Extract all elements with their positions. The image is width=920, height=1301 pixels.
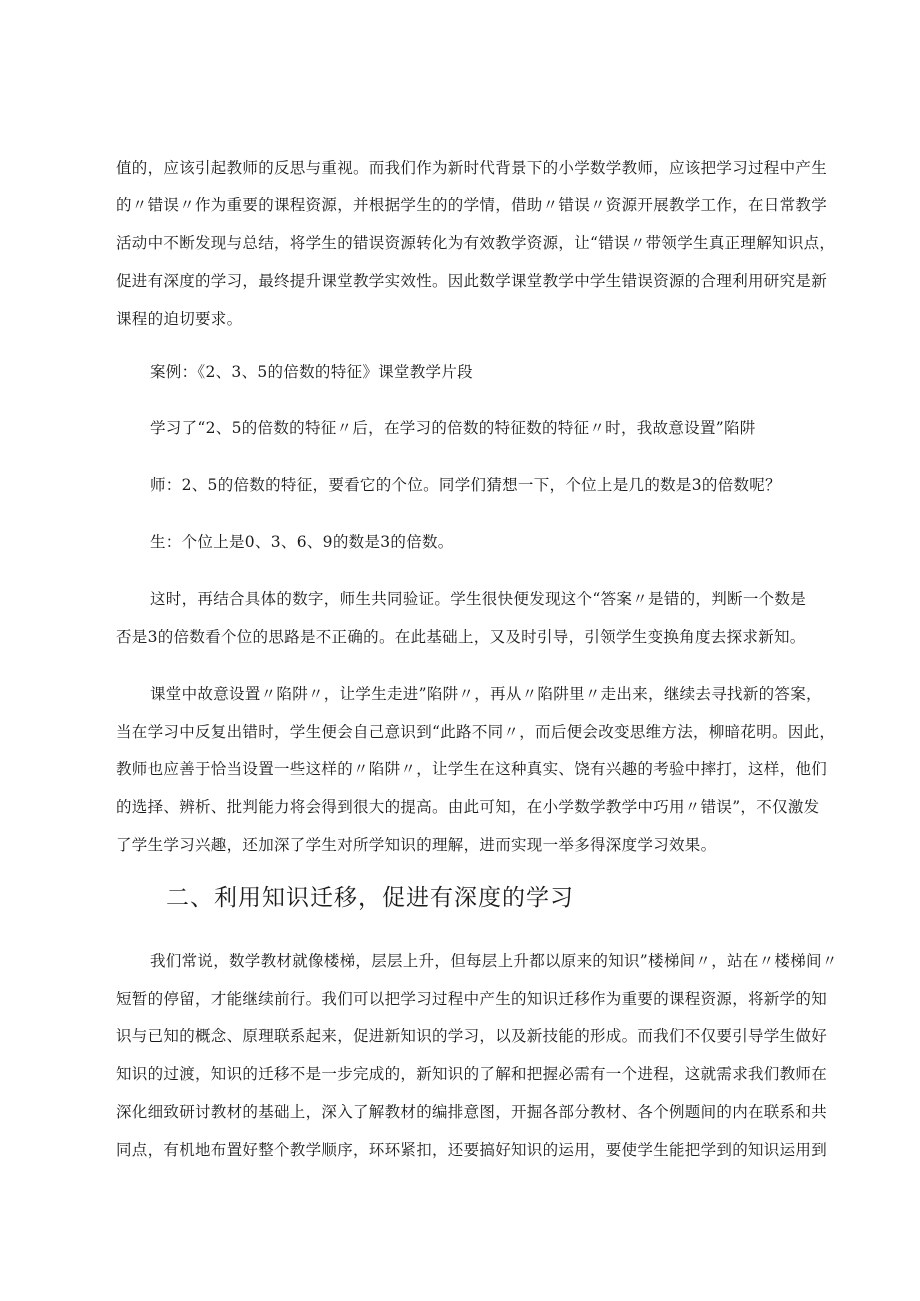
- student-line: 生：个位上是0、3、6、9的数是3的倍数。: [150, 533, 454, 551]
- paragraph-4-line-2: 短暂的停留，才能继续前行。我们可以把学习过程中产生的知识迁移作为重要的课程资源，将新学的知: [116, 990, 828, 1008]
- paragraph-2-line-2: 否是3的倍数看个位的思路是不正确的。在此基础上，又及时引导，引领学生变换角度去探求新知。: [116, 628, 806, 646]
- paragraph-3-line-3: 教师也应善于恰当设置一些这样的〃陷阱〃，让学生在这种真实、饶有兴趣的考验中摔打，这样，他们: [116, 760, 828, 778]
- paragraph-4-line-1: 我们常说，数学教材就像楼梯，层层上升，但每层上升都以原来的知识”楼梯间〃，站在〃楼梯间〃: [150, 952, 838, 970]
- case-title: 案例：《2、3、5的倍数的特征》课堂教学片段: [150, 363, 473, 381]
- paragraph-1-line-2: 的〃错误〃作为重要的课程资源，并根据学生的的学情，借助〃错误〃资源开展教学工作，在日常教学: [116, 196, 828, 214]
- paragraph-1-line-5: 课程的迫切要求。: [116, 310, 243, 328]
- case-intro: 学习了“2、5的倍数的特征〃后，在学习的倍数的特征数的特征〃时，我故意设置”陷阱: [150, 419, 756, 437]
- paragraph-3-line-5: 了学生学习兴趣，还加深了学生对所学知识的理解，进而实现一举多得深度学习效果。: [116, 836, 717, 854]
- paragraph-2-line-1: 这时，再结合具体的数字，师生共同验证。学生很快便发现这个“答案〃是错的，判断一个数是: [150, 590, 807, 608]
- paragraph-4-line-4: 知识的过渡，知识的迁移不是一步完成的，新知识的了解和把握必需有一个进程，这就需求我们教师在: [116, 1065, 828, 1083]
- paragraph-4-line-5: 深化细致研讨教材的基础上，深入了解教材的编排意图，开掘各部分教材、各个例题间的内在联系和共: [116, 1103, 828, 1121]
- paragraph-4-line-6: 同点，有机地布置好整个教学顺序，环环紧扣，还要搞好知识的运用，要使学生能把学到的知识运用到: [116, 1141, 828, 1159]
- paragraph-1-line-3: 活动中不断发现与总结，将学生的错误资源转化为有效教学资源，让“错误〃带领学生真正理解知识点，: [116, 234, 836, 252]
- section-heading: 二、利用知识迁移，促进有深度的学习: [166, 885, 574, 911]
- paragraph-3-line-4: 的选择、辨析、批判能力将会得到很大的提高。由此可知，在小学数学教学中巧用〃错误”，不仅激发: [116, 798, 820, 816]
- paragraph-4-line-3: 识与已知的概念、原理联系起来，促进新知识的学习，以及新技能的形成。而我们不仅要引导学生做好: [116, 1027, 828, 1045]
- paragraph-3-line-1: 课堂中故意设置〃陷阱〃，让学生走进”陷阱〃，再从〃陷阱里〃走出来，继续去寻找新的答案，: [150, 685, 822, 703]
- paragraph-1-line-4: 促进有深度的学习，最终提升课堂教学实效性。因此数学课堂教学中学生错误资源的合理利用研究是新: [116, 272, 828, 290]
- teacher-line: 师：2、5的倍数的特征，要看它的个位。同学们猜想一下，个位上是几的数是3的倍数呢？: [150, 476, 781, 494]
- paragraph-1-line-1: 值的，应该引起教师的反思与重视。而我们作为新时代背景下的小学数学教师，应该把学习过程中产生: [116, 159, 828, 177]
- paragraph-3-line-2: 当在学习中反复出错时，学生便会自己意识到“此路不同〃，而后便会改变思维方法，柳暗花明。因此，: [116, 723, 836, 741]
